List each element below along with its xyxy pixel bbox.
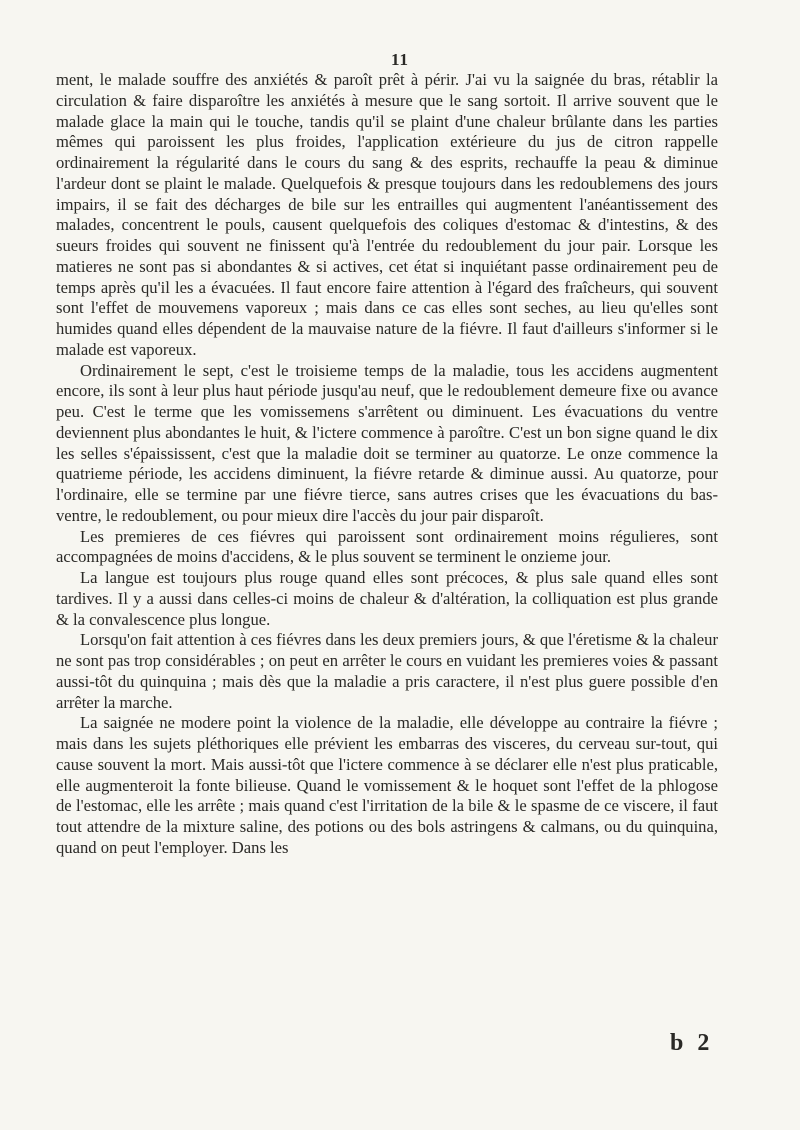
paragraph-2: Ordinairement le sept, c'est le troisieme temps de la maladie, tous les accidens augmentent encore, ils sont à leur plus haut période jusqu'au neuf, que le redoublement demeure fixe ou avance peu. C'est le terme que les vomissemens s'arrêtent ou diminuent. Les évacuations du ventre deviennent plus abondantes le huit, & l'ictere commence à paroître. C'est un bon signe quand le dix les selles s'épaississent, c'est que la maladie doit se terminer au quatorze. Le onze commence la quatrieme période, les accidens diminuent, la fiévre retarde & diminue aussi. Au quatorze, pour l'ordinaire, elle se termine par une fiévre tierce, sans autres crises que les évacuations du bas-ventre, le redoublement, ou pour mieux dire l'accès du jour pair disparoît. (56, 360, 718, 525)
paragraph-4: La langue est toujours plus rouge quand elles sont précoces, & plus sale quand elles sont tardives. Il y a aussi dans celles-ci moins de chaleur & d'altération, la colliquation est plus grande & la convalescence plus longue. (56, 568, 718, 629)
paragraph-3: Les premieres de ces fiévres qui paroissent sont ordinairement moins régulieres, sont accompagnées de moins d'accidens, & le plus souvent se terminent le onzieme jour. (56, 526, 718, 567)
page-number: 11 (390, 50, 410, 69)
signature-mark: b 2 (670, 1030, 714, 1056)
paragraph-6: La saignée ne modere point la violence de la maladie, elle développe au contraire la fiévre ; mais dans les sujets pléthoriques elle prévient les embarras des visceres, du cerveau sur-tout, qui cause souvent la mort. Mais aussi-tôt que l'ictere commence à se déclarer elle n'est plus praticable, elle augmenteroit la fonte bilieuse. Quand le vomissement & le hoquet sont l'effet de la phlogose de l'estomac, elle les arrête ; mais quand c'est l'irritation de la bile & le spasme de ce viscere, il faut tout attendre de la mixture saline, des potions ou des bols astringens & calmans, ou du quinquina, quand on peut l'employer. Dans les (56, 713, 718, 857)
paragraph-1: ment, le malade souffre des anxiétés & paroît prêt à périr. J'ai vu la saignée du bras, rétablir la circulation & faire disparoître les anxiétés à mesure que le sang sortoit. Il arrive souvent que le malade glace la main qui le touche, tandis qu'il se plaint d'une chaleur brûlante dans les parties mêmes qui paroissent les plus froides, l'application extérieure du jus de citron rappelle ordinairement la régularité dans le cours du sang & des esprits, rechauffe la peau & diminue l'ardeur dont se plaint le malade. Quelquefois & presque toujours dans les redoublemens des jours impairs, il se fait des décharges de bile sur les entrailles qui augmentent l'anéantissement des malades, concentrent le pouls, causent quelquefois des coliques d'estomac & d'intestins, & des sueurs froides qui souvent ne finissent qu'à l'entrée du redoublement du jour pair. Lorsque les matieres ne sont pas si abondantes & si actives, cet état si inquiétant passe ordinairement peu de temps après qu'il les a évacuées. Il faut encore faire attention à l'égard des fraîcheurs, qui souvent sont l'effet de mouvemens vaporeux ; mais dans ce cas elles sont seches, au lieu qu'elles sont humides quand elles dépendent de la mauvaise nature de la fiévre. Il faut d'ailleurs s'informer si le malade est vaporeux. (56, 70, 718, 359)
page-body (56, 70, 718, 859)
paragraph-5: Lorsqu'on fait attention à ces fiévres dans les deux premiers jours, & que l'éretisme & la chaleur ne sont pas trop considérables ; on peut en arrêter le cours en vuidant les premieres voies & passant aussi-tôt du quinquina ; mais dès que la maladie a pris caractere, il n'est plus guere possible d'en arrêter la marche. (56, 630, 718, 712)
